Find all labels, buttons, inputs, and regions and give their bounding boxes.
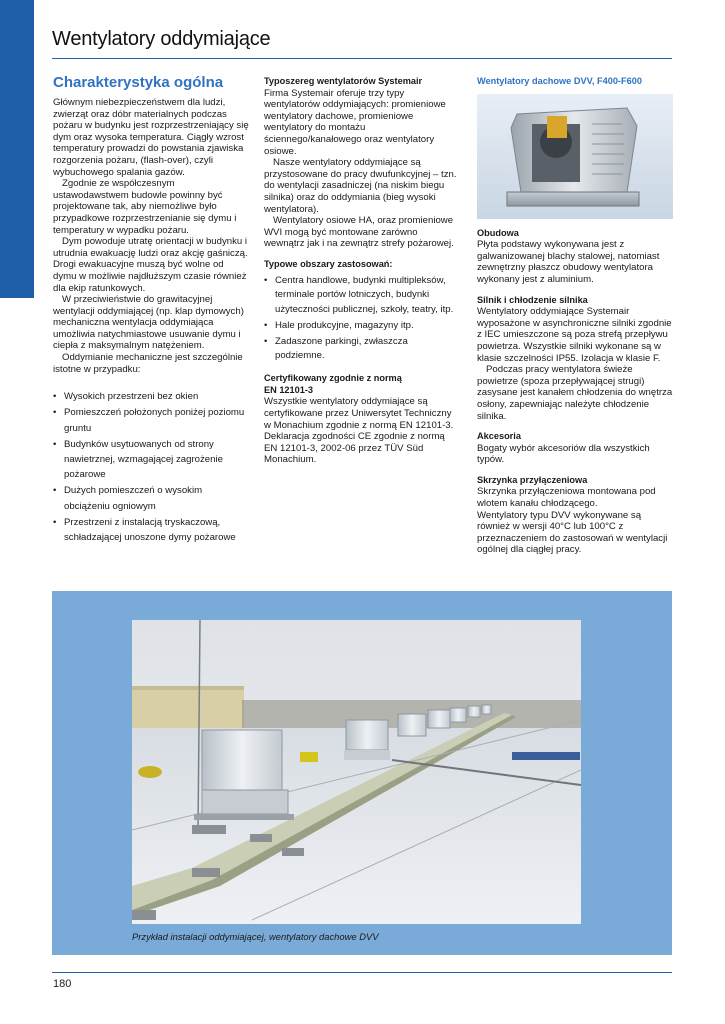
- paragraph: Nasze wentylatory oddymiające są przystosowane do pracy dwufunkcyjnej – tzn. do wentylacji zasadniczej (na niskim biegu silnika) oraz do oddymiania (bieg wysoki wentylatora).: [264, 157, 457, 215]
- list-item: • Budynków usytuowanych od strony nawietrznej, wzmagającej zagrożenie pożarowe: [53, 437, 249, 483]
- side-color-bar: [0, 0, 34, 298]
- subheading: Obudowa: [477, 227, 519, 238]
- list-item: • Wysokich przestrzeni bez okien: [53, 389, 249, 404]
- list-item: • Przestrzeni z instalacją tryskaczową, schładzającej unoszone dymy pożarowe: [53, 515, 249, 545]
- paragraph: Wentylatory osiowe HA, oraz promieniowe WVI mogą być montowane zarówno wewnątrz jak i na zewnątrz strefy pożarowej.: [264, 215, 454, 250]
- paragraph: Wentylatory oddymiające Systemair wyposażone w asynchroniczne silniki zgodnie z IEC umieszczone są poza strefą przepływu powietrza. Wszystkie silniki wykonane są w klasie szczelności IP55. Izolacja w klasie F.: [477, 306, 672, 364]
- paragraph: Płyta podstawy wykonywana jest z galwanizowanej blachy stalowej, natomiast zewnętrzny płaszcz obudowy wentylatora wykonany jest z aluminium.: [477, 239, 660, 285]
- roof-fan-image: [477, 94, 673, 219]
- paragraph: Dym powoduje utratę orientacji w budynku i utrudnia ewakuację ludzi oraz akcję gaśniczą. Drogi ewakuacyjne muszą być wolne od dymu w możliwie najdłuższym czasie również dla ekip ratunkowych.: [53, 236, 248, 294]
- roof-fan-illustration: [477, 94, 673, 219]
- subheading: Skrzynka przyłączeniowa: [477, 474, 588, 485]
- rooftop-scene: [132, 620, 581, 924]
- subheading-standard: EN 12101-3: [264, 384, 314, 395]
- paragraph: Wszystkie wentylatory oddymiające są certyfikowane przez Uniwersytet Techniczny w Monachium zgodnie z normą EN 12101-3. Deklaracja zgodności CE zgodnie z normą EN 12101-3, 2002-06 przez TÜV Süd Monachium.: [264, 396, 454, 466]
- photo-panel: [52, 591, 672, 955]
- subheading: Typoszereg wentylatorów Systemair: [264, 76, 423, 86]
- photo-caption: Przykład instalacji oddymiającej, wentylatory dachowe DVV: [132, 931, 379, 942]
- page-title: Wentylatory oddymiające: [52, 28, 271, 50]
- page-number: 180: [53, 978, 72, 990]
- list-item: • Zadaszone parkingi, zwłaszcza podziemne.: [264, 335, 460, 365]
- paragraph: Bogaty wybór akcesoriów dla wszystkich typów.: [477, 442, 650, 466]
- section-title: Charakterystyka ogólna: [53, 74, 224, 91]
- bullet-list: [264, 274, 460, 365]
- paragraph: Oddymianie mechaniczne jest szczególnie istotne w przypadku:: [53, 352, 243, 375]
- column-general-characteristics: [53, 74, 249, 546]
- paragraph: W przeciwieństwie do grawitacyjnej wentylacji oddymiającej (np. klap dymowych) mechaniczna wentylacja oddymiająca umożliwia natychmiastowe usuwanie dymu i ciepła z maksymalnym natężeniem.: [53, 294, 244, 352]
- product-title: Wentylatory dachowe DVV, F400-F600: [477, 76, 642, 86]
- list-item: • Pomieszczeń położonych poniżej poziomu gruntu: [53, 405, 249, 435]
- footer-divider: [52, 972, 672, 973]
- list-item: • Centra handlowe, budynki multipleksów, terminale portów lotniczych, budynki użyteczności publicznej, szkoły, teatry, itp.: [264, 274, 460, 318]
- column-roof-fans: [477, 76, 673, 556]
- paragraph: Firma Systemair oferuje trzy typy wentylatorów oddymiających: promieniowe wentylatory dachowe, promieniowe wentylatory do montażu ściennego/kanałowego oraz wentylatory osiowe.: [264, 87, 446, 157]
- subheading: Typowe obszary zastosowań:: [264, 258, 393, 269]
- subheading: Akcesoria: [477, 431, 521, 442]
- paragraph: Głównym niebezpieczeństwem dla ludzi, zwierząt oraz dóbr materialnych podczas pożaru w budynku jest rozprzestrzeniający się dym oraz wysoka temperatura. Ciągły wzrost temperatury prowadzi do powstania zjawiska rozgorzenia pożaru, (flash-over), czyli wybuchowego spalania gazów.: [53, 97, 249, 178]
- bullet-list: [53, 389, 249, 545]
- subheading: Silnik i chłodzenie silnika: [477, 294, 588, 305]
- paragraph: Podczas pracy wentylatora świeże powietrze (spoza przepływającej strugi) zasysane jest kanałem chłodzenia do wnętrza osłony, zapewniając należyte chłodzenie silnika.: [477, 364, 673, 422]
- column-fan-range: [264, 76, 460, 466]
- list-item: • Dużych pomieszczeń o wysokim obciążeniu ogniowym: [53, 483, 249, 513]
- paragraph: Wentylatory typu DVV wykonywane są również w wersji 40°C lub 100°C z przeznaczeniem do zastosowań w wentylacji ogólnej dla ciągłej pracy.: [477, 509, 668, 556]
- title-divider: [52, 58, 672, 59]
- paragraph: Zgodnie ze współczesnym ustawodawstwem budowle powinny być projektowane tak, aby niemożliwe było przypadkowe rozprzestrzenianie się dymu i temperatury w wypadku pożaru.: [53, 178, 237, 236]
- list-item: • Hale produkcyjne, magazyny itp.: [264, 319, 460, 334]
- paragraph: Skrzynka przyłączeniowa montowana pod wlotem kanału chłodzącego.: [477, 486, 656, 510]
- subheading: Certyfikowany zgodnie z normą: [264, 373, 402, 384]
- rooftop-installation-photo: [132, 620, 581, 924]
